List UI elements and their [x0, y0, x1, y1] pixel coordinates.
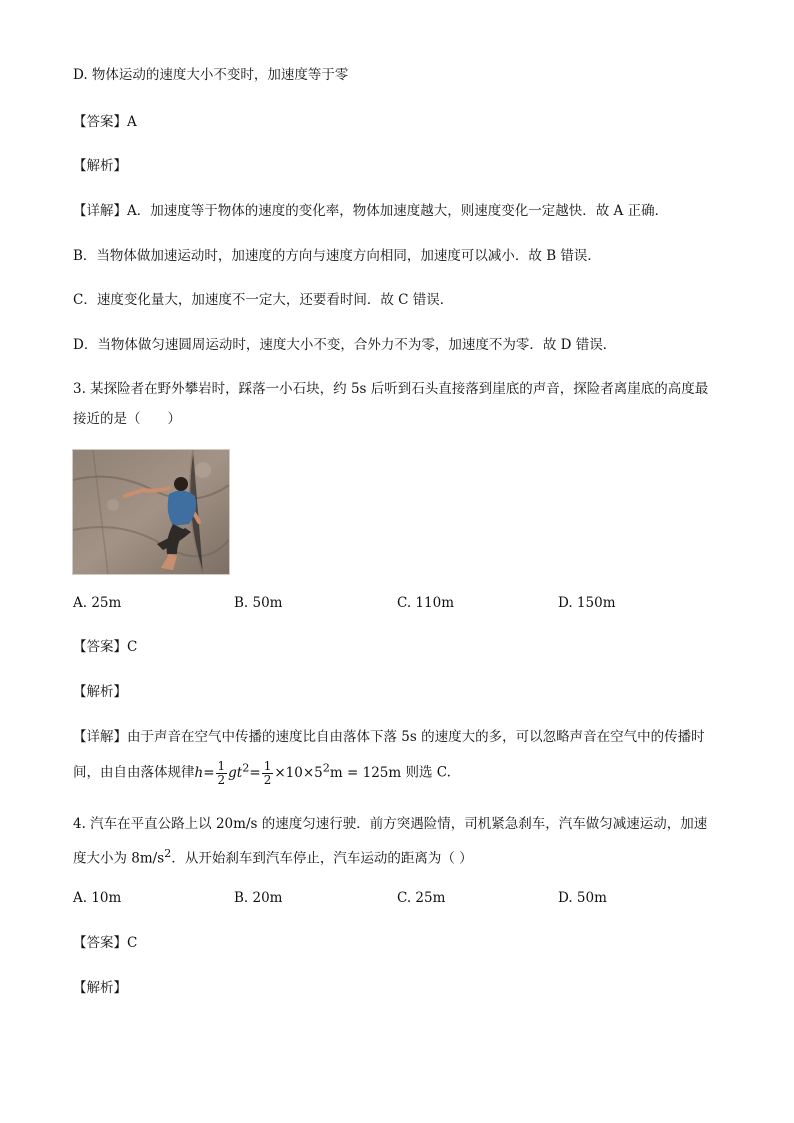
q3-options	[73, 594, 773, 612]
detail-text: 由于声音在空气中传播的速度比自由落体下落 5s 的速度大的多，可以忽略声音在空气中的传播时	[127, 729, 705, 745]
frac-num: 1	[217, 758, 226, 773]
formula-eq: =	[249, 764, 261, 781]
formula-mult: ×10×5	[274, 764, 323, 781]
q3-analysis-tag: 【解析】	[73, 684, 127, 700]
q2-detail-c: C．速度变化量大，加速度不一定大，还要看时间．故 C 错误．	[73, 292, 454, 308]
formula-result: m = 125m	[329, 764, 402, 781]
q4-options	[73, 889, 773, 907]
answer-value: A	[127, 114, 137, 130]
q3-option-c: C. 110m	[397, 595, 454, 611]
stem-prefix: 度大小为 8m/s	[73, 850, 165, 867]
q3-answer	[73, 638, 137, 656]
frac-den: 2	[263, 772, 272, 787]
formula-fraction	[216, 760, 228, 787]
detail-suffix: 则选 C.	[401, 764, 451, 781]
stem-suffix: ．从开始刹车到汽车停止，汽车运动的距离为（ ）	[171, 850, 473, 867]
q3-option-b: B. 50m	[234, 595, 283, 611]
answer-value: C	[127, 639, 138, 655]
frac-num: 1	[263, 758, 272, 773]
detail-prefix: 间，由自由落体规律	[73, 764, 195, 781]
q4-stem-line2	[73, 845, 473, 868]
detail-tag: 【详解】	[73, 729, 127, 745]
formula-sup: 2	[242, 761, 250, 774]
q3-option-d: D. 150m	[558, 595, 616, 611]
formula-sup: 2	[322, 761, 330, 774]
q3-detail-line1	[73, 728, 705, 746]
q4-answer	[73, 934, 137, 952]
answer-tag: 【答案】	[73, 639, 127, 655]
q4-stem-line1: 4. 汽车在平直公路上以 20m/s 的速度匀速行驶．前方突遇险情，司机紧急刹车，汽车做匀减速运动，加速	[73, 816, 708, 832]
q3-stem-line2: 接近的是（ ）	[73, 411, 181, 427]
answer-value: C	[127, 935, 138, 951]
stem-sup: 2	[164, 847, 172, 860]
formula-h: h	[194, 764, 204, 781]
frac-den: 2	[217, 772, 226, 787]
q3-detail-line2	[73, 752, 451, 789]
detail-text: A．加速度等于物体的速度的变化率，物体加速度越大，则速度变化一定越快．故 A 正确．	[127, 203, 669, 219]
q4-option-a: A. 10m	[73, 890, 122, 906]
q4-option-b: B. 20m	[234, 890, 283, 906]
q2-answer	[73, 113, 137, 131]
q3-stem-line1: 3. 某探险者在野外攀岩时，踩落一小石块，约 5s 后听到石头直接落到崖底的声音，探险者离崖底的高度最	[73, 381, 709, 397]
q4-option-c: C. 25m	[397, 890, 446, 906]
q2-option-d: D. 物体运动的速度大小不变时，加速度等于零	[73, 67, 349, 83]
q4-analysis-tag: 【解析】	[73, 980, 127, 996]
q2-detail-a	[73, 202, 668, 220]
q3-option-a: A. 25m	[73, 595, 122, 611]
answer-tag: 【答案】	[73, 114, 127, 130]
free-fall-formula	[194, 758, 402, 787]
q2-detail-d: D．当物体做匀速圆周运动时，速度大小不变，合外力不为零，加速度不为零．故 D 错误．	[73, 337, 617, 353]
rock-climber-illustration	[73, 450, 229, 574]
answer-tag: 【答案】	[73, 935, 127, 951]
formula-eq: =	[203, 764, 215, 781]
detail-tag: 【详解】	[73, 203, 127, 219]
formula-gt: gt	[228, 764, 243, 781]
q2-detail-b: B．当物体做加速运动时，加速度的方向与速度方向相同，加速度可以减小．故 B 错误．	[73, 248, 601, 264]
formula-fraction	[262, 760, 274, 787]
rock-climber-photo	[72, 449, 230, 575]
q2-analysis-tag: 【解析】	[73, 158, 127, 174]
q4-option-d: D. 50m	[558, 890, 607, 906]
